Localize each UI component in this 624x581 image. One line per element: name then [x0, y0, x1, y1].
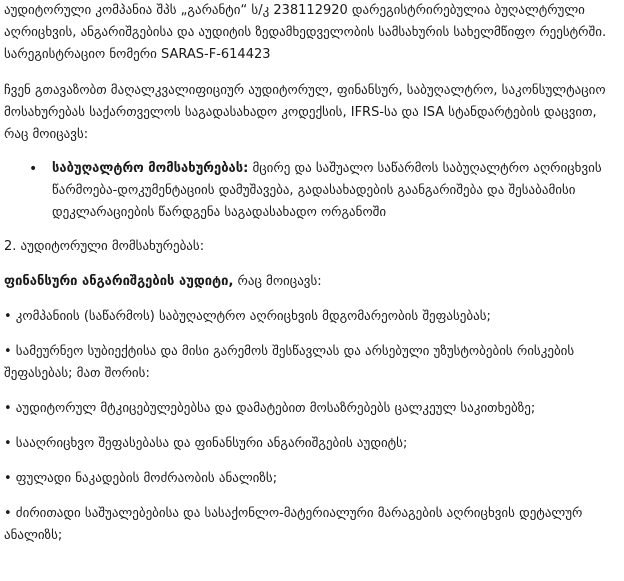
list-item: • სამეურნეო სუბიექტისა და მისი გარემოს შესწავლას და არსებული უზუსტობების რისკების შეფასებას; მათ შორის: [4, 344, 575, 381]
financial-audit-text: რაც მოიცავს: [233, 274, 322, 289]
list-item: • კომპანიის (საწარმოს) საბუღალტრო აღრიცხვის მდგომარეობის შეფასებას; [4, 309, 491, 324]
list-item: • აუდიტორულ მტკიცებულებებსა და დამატებით მოსაზრებებს ცალკეულ საკითხებზე; [4, 401, 536, 416]
company-registration-paragraph: აუდიტორული კომპანია შპს „გარანტი“ ს/კ 238112920 დარეგისტრირებულია ბუღალტრული აღრიცხვის, ანგარიშგებისა და აუდიტის ზედამხედველობის სამსახურის სახელმწიფო რეესტრში. სარეგისტრაციო ნომერი SARAS-F-614423 [4, 3, 607, 62]
list-item: • სააღრიცხვო შეფასებასა და ფინანსური ანგარიშგების აუდიტს; [4, 436, 408, 451]
list-item: • ძირითადი საშუალებებისა და სასაქონლო-მატერიალური მარაგების აღრიცხვის დეტალურ ანალიზს; [4, 506, 583, 543]
accounting-description: მცირე და საშუალო საწარმოს საბუღალტრო აღრიცხვის წარმოება-დოკუმენტაციის დამუშავება, გადასახადების გაანგარიშება და შესაბამისი დეკლარაციების წარდგენა საგადასახადო ორგანოში [52, 161, 602, 220]
financial-audit-title: ფინანსური ანგარიშგების აუდიტი, [4, 274, 234, 289]
financial-audit-paragraph [4, 271, 614, 293]
list-item-accounting [4, 158, 614, 224]
list-item: • ფულადი ნაკადების მოძრაობის ანალიზს; [4, 471, 278, 486]
bullet-icon: • [29, 161, 38, 177]
accounting-title: საბუღალტრო მომსახურებას: [52, 161, 249, 176]
accounting-services-list [4, 158, 614, 224]
services-intro-paragraph: ჩვენ გთავაზობთ მაღალკვალიფიციურ აუდიტორულ, ფინანსურ, საბუღალტრო, საკონსულტაციო მოსახურებას საქართველოს საგადასახადო კოდექსის, IFRS-სა და ISA სტანდარტების დაცვით, რაც მოიცავს: [4, 83, 606, 142]
audit-services-heading: 2. აუდიტორული მომსახურებას: [4, 239, 205, 254]
